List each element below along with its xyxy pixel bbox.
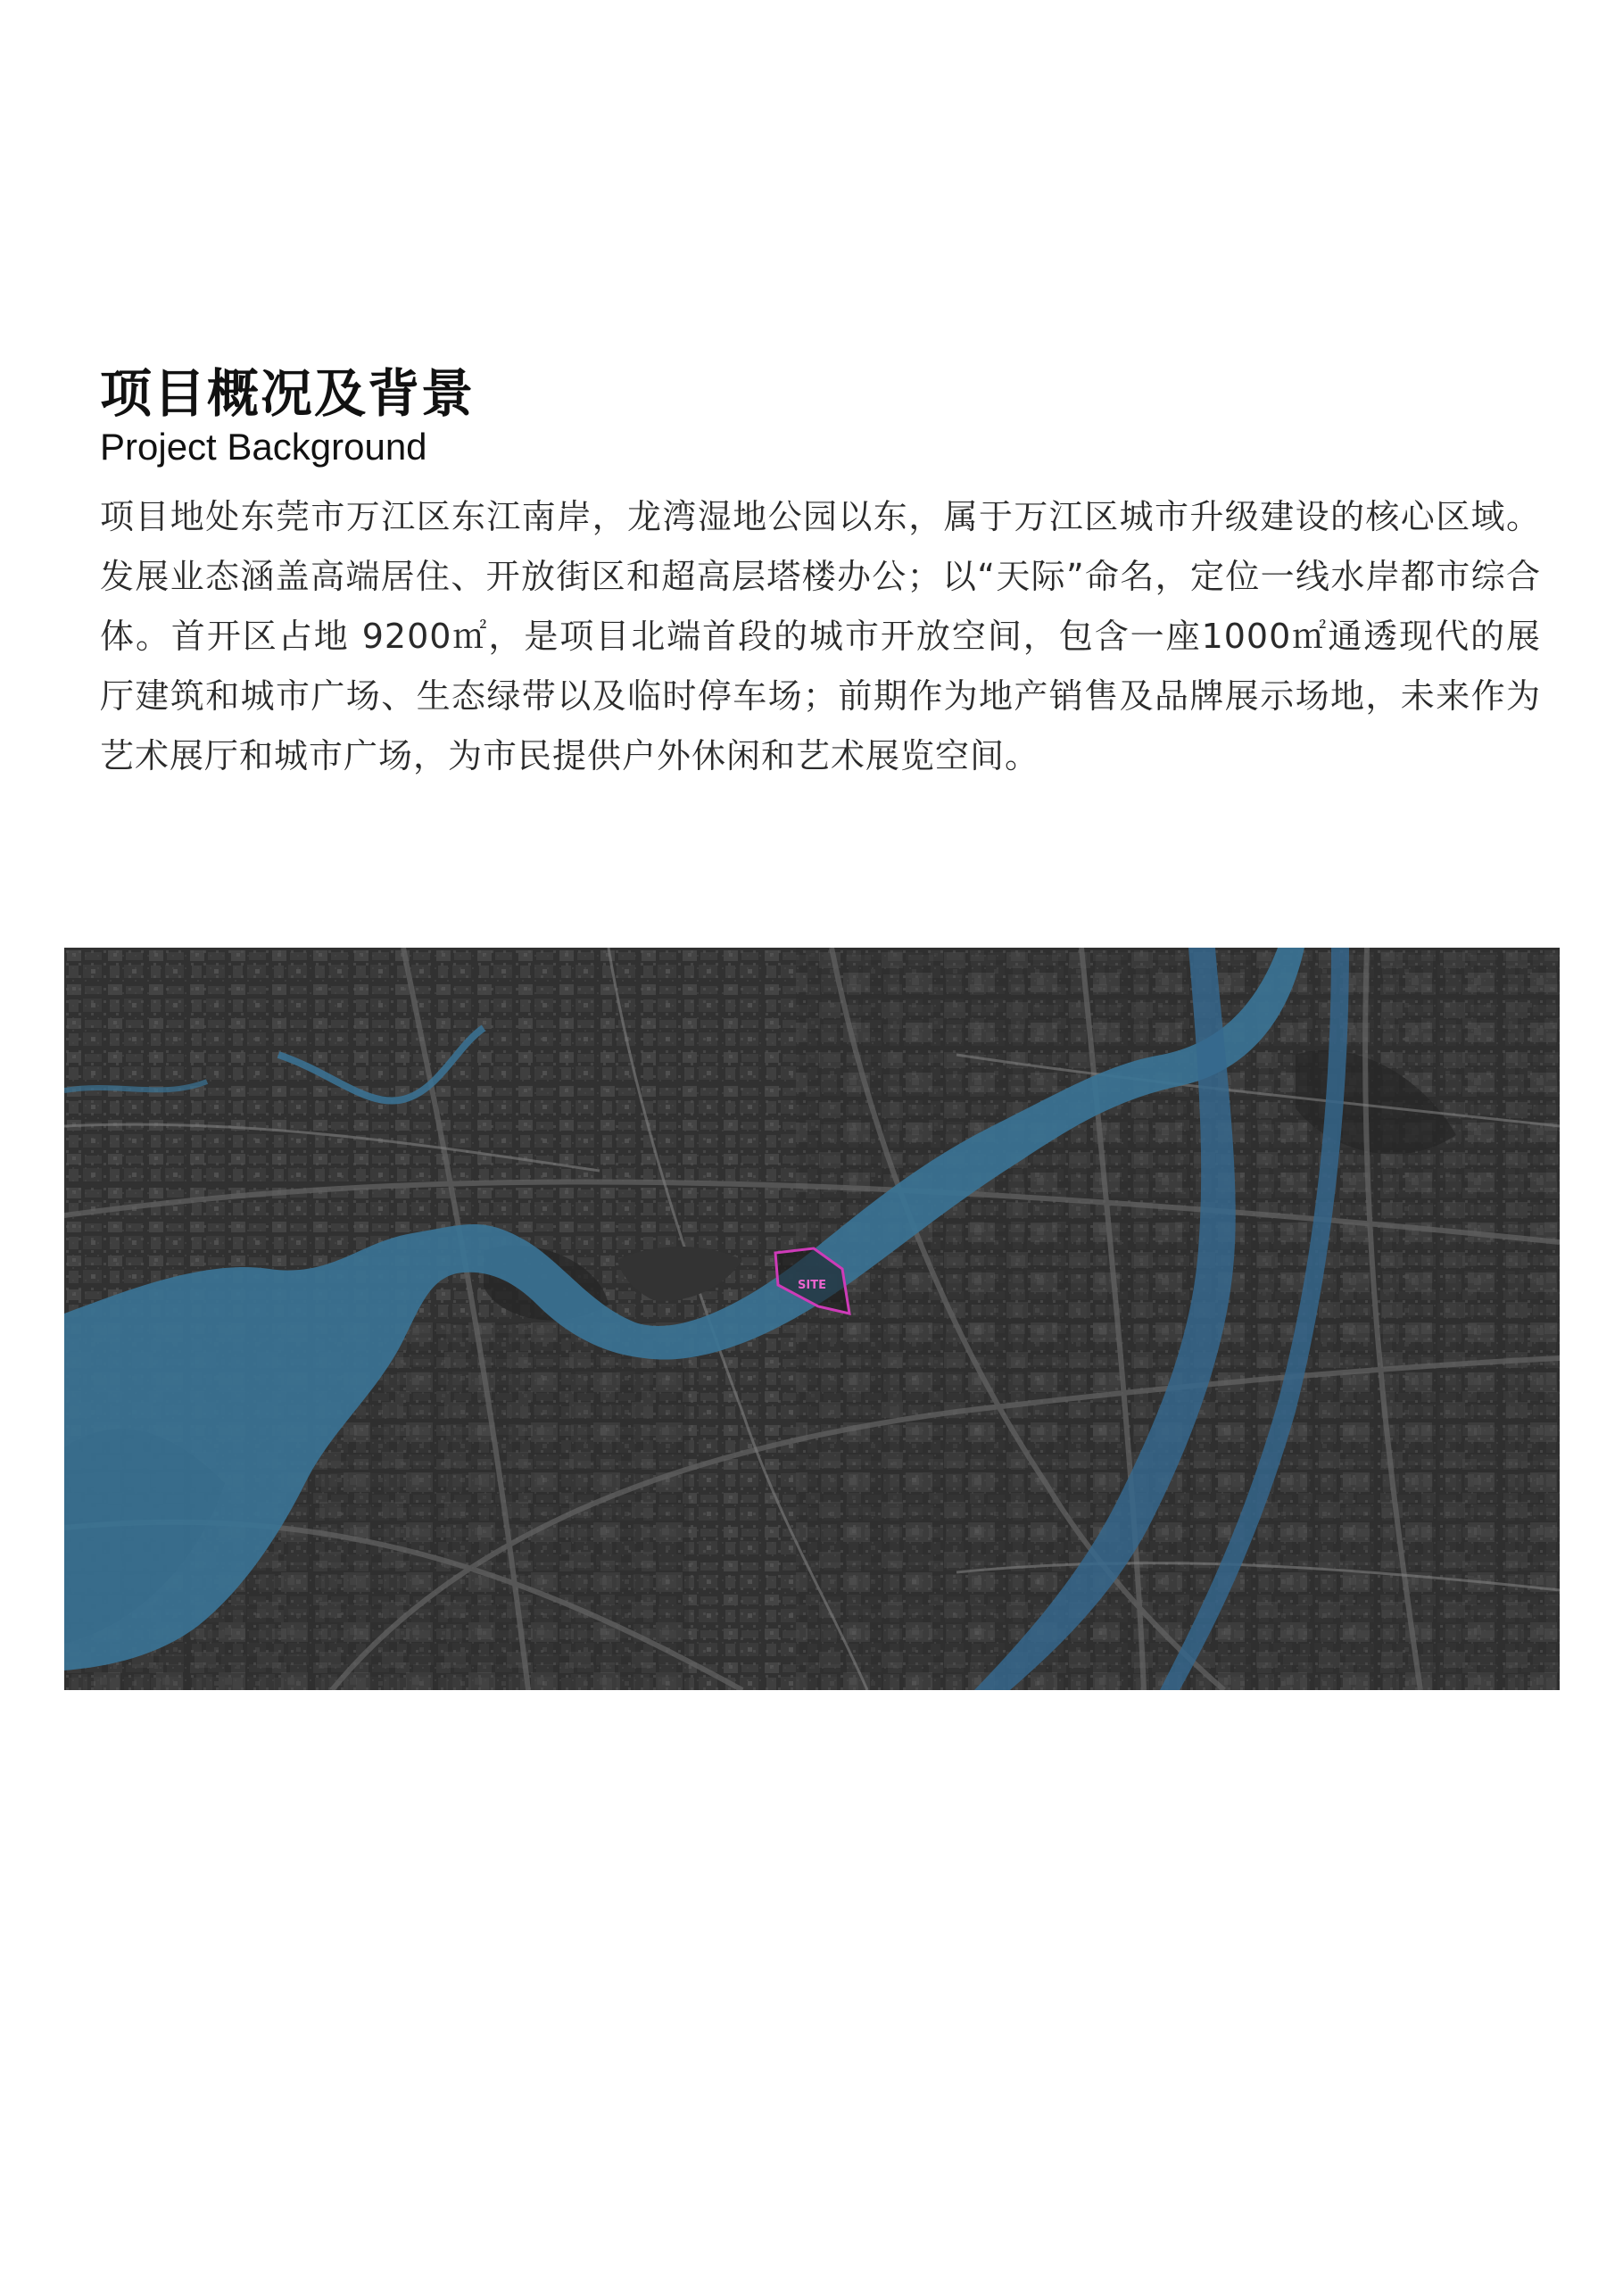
site-location-map	[64, 948, 1560, 1690]
intro-paragraph: 项目地处东莞市万江区东江南岸，龙湾湿地公园以东，属于万江区城市升级建设的核心区域。发展业态涵盖高端居住、开放街区和超高层塔楼办公；以“天际”命名，定位一线水岸都市综合体。首开区占地 9200㎡，是项目北端首段的城市开放空间，包含一座1000㎡通透现代的展厅建筑和城市广场、生态绿带以及临时停车场；前期作为地产销售及品牌展示场地，未来作为艺术展厅和城市广场，为市民提供户外休闲和艺术展览空间。	[100, 497, 1541, 775]
site-label: SITE	[798, 1279, 826, 1292]
page-subtitle: Project Background	[100, 426, 427, 468]
aerial-map-graphic	[64, 948, 1560, 1690]
page-title: 项目概况及背景	[100, 363, 476, 424]
